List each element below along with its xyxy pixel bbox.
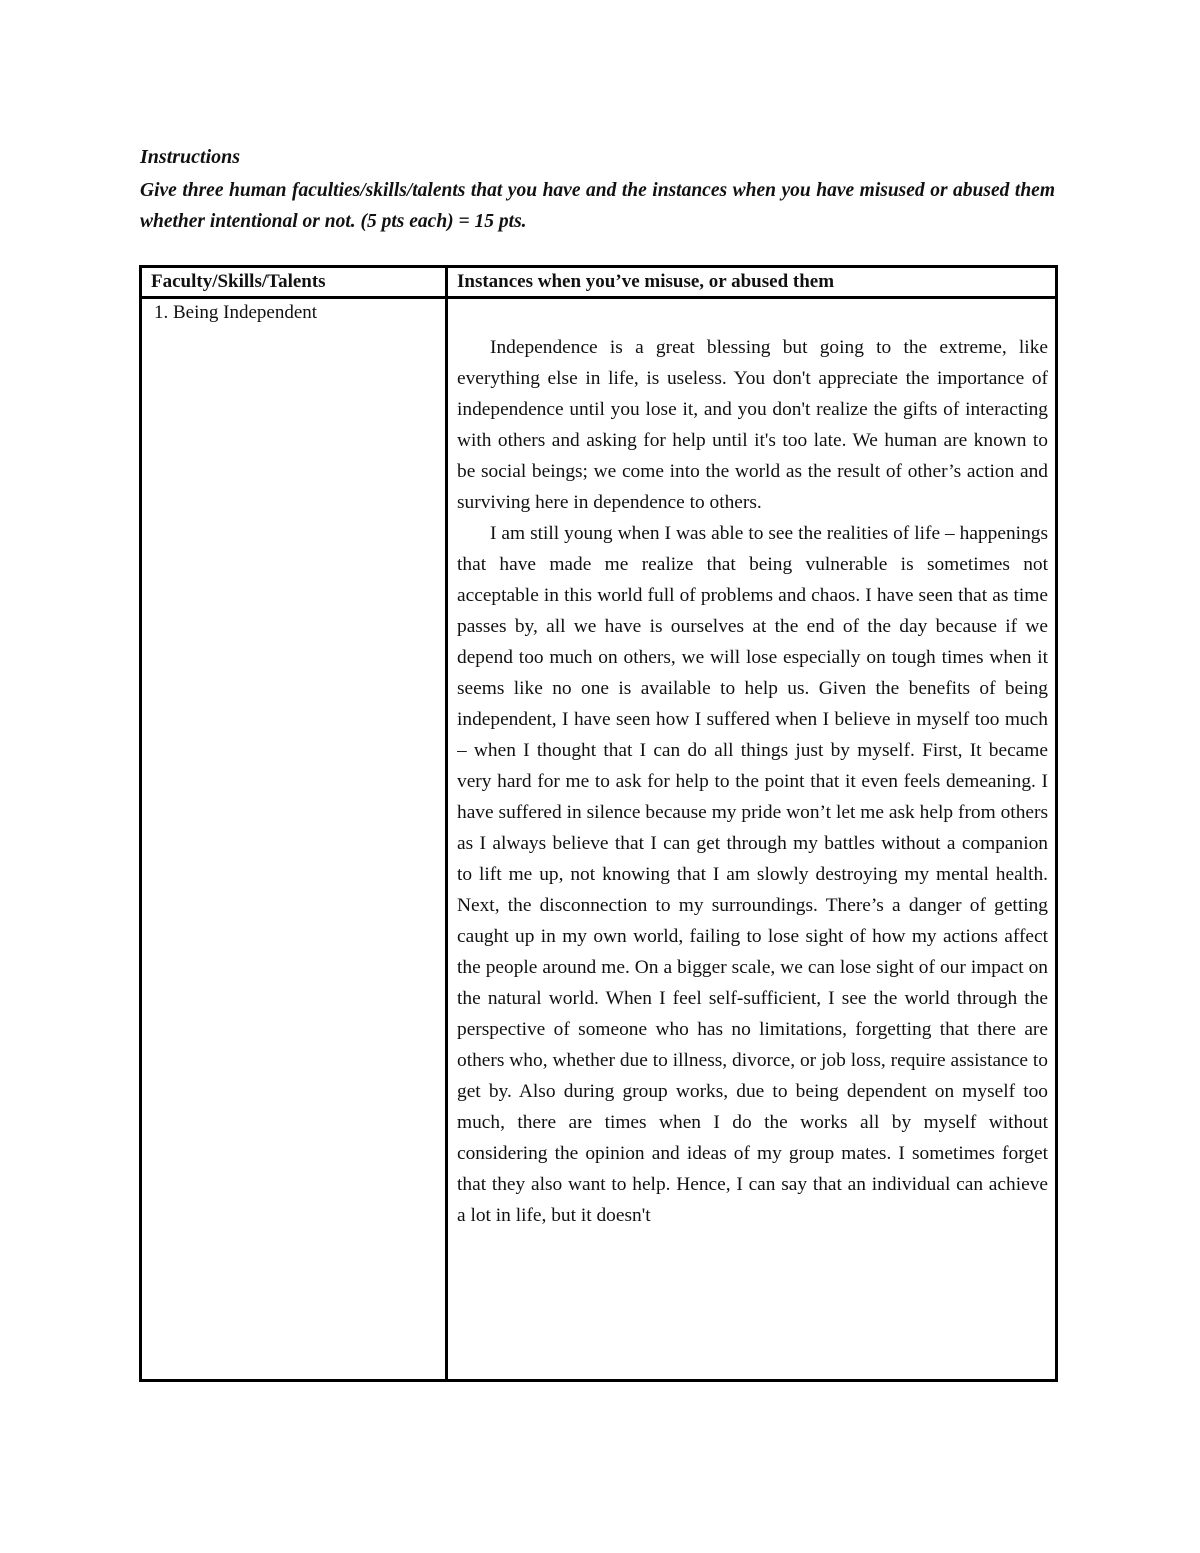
header-instances: Instances when you’ve misuse, or abused them [457,271,835,292]
instances-cell [457,332,1048,1380]
instructions-block [140,142,1055,237]
header-divider [142,296,1055,299]
instances-paragraph: I am still young when I was able to see the realities of life – happenings that have made me realize that being vulnerable is sometimes not acceptable in this world full of problems and chaos. I have seen that as time passes by, all we have is ourselves at the end of the day because if we depend too much on others, we will lose especially on tough times when it seems like no one is available to help us. Given the benefits of being independent, I have seen how I suffered when I believe in myself too much – when I thought that I can do all things just by myself. First, It became very hard for me to ask for help to the point that it even feels demeaning. I have suffered in silence because my pride won’t let me ask help from others as I always believe that I can get through my battles without a companion to lift me up, not knowing that I am slowly destroying my mental health. Next, the disconnection to my surroundings. There’s a danger of getting caught up in my own world, failing to lose sight of how my actions affect the people around me. On a bigger scale, we can lose sight of our impact on the natural world. When I feel self-sufficient, I see the world through the perspective of someone who has no limitations, forgetting that there are others who, whether due to illness, divorce, or job loss, require assistance to get by. Also during group works, due to being dependent on myself too much, there are times when I do the works all by myself without considering the opinion and ideas of my group mates. I sometimes forget that they also want to help. Hence, I can say that an individual can achieve a lot in life, but it doesn't [457,523,1048,1226]
faculty-cell: 1. Being Independent [154,302,318,323]
instructions-heading: Instructions [140,146,241,168]
faculties-table [139,265,1058,1382]
column-divider [445,268,448,1379]
header-faculty: Faculty/Skills/Talents [151,271,326,292]
instructions-text: Give three human faculties/skills/talents that you have and the instances when you have misused or abused them whether intentional or not. (5 pts each) = 15 pts. [140,180,1055,232]
instances-paragraph: Independence is a great blessing but going to the extreme, like everything else in life, is useless. You don't appreciate the importance of independence until you lose it, and you don't realize the gifts of interacting with others and asking for help until it's too late. We human are known to be social beings; we come into the world as the result of other’s action and surviving here in dependence to others. [457,337,1048,513]
